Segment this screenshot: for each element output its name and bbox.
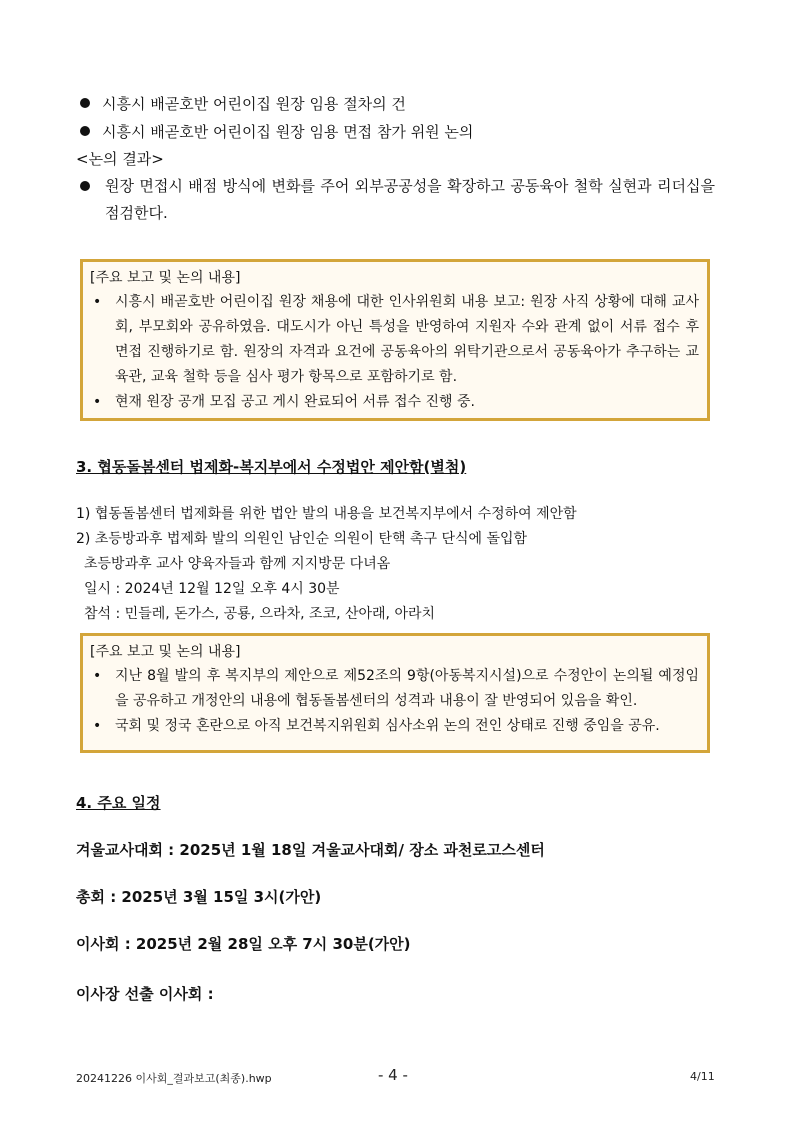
section-3-line: 1) 협동돌봄센터 법제화를 위한 법안 발의 내용을 보건복지부에서 수정하여 제안함 bbox=[76, 506, 577, 522]
box-title: [주요 보고 및 논의 내용] bbox=[90, 270, 241, 286]
box-list-item: • 국회 및 정국 혼란으로 아직 보건복지위원회 심사소위 논의 전인 상태로 진행 중임을 공유. bbox=[90, 714, 699, 739]
section-3-line: 참석 : 민들레, 돈가스, 공룡, 으라차, 조코, 산아래, 아라치 bbox=[84, 606, 436, 622]
report-box-1 bbox=[80, 259, 710, 421]
box-list bbox=[90, 664, 699, 739]
section-3-line: 일시 : 2024년 12월 12일 오후 4시 30분 bbox=[84, 581, 340, 597]
discussion-result-label: <논의 결과> bbox=[76, 150, 164, 168]
discussion-result-item: 원장 면접시 배점 방식에 변화를 주어 외부공공성을 확장하고 공동육아 철학 실현과 리더십을 점검한다. bbox=[80, 173, 715, 227]
section-4-heading: 4. 주요 일정 bbox=[76, 794, 161, 812]
box-list-item: • 현재 원장 공개 모집 공고 게시 완료되어 서류 접수 진행 중. bbox=[90, 390, 699, 415]
footer-page-count: 4/11 bbox=[690, 1070, 715, 1083]
section-3-line: 초등방과후 교사 양육자들과 함께 지지방문 다녀옴 bbox=[84, 556, 391, 572]
schedule-item: 겨울교사대회 : 2025년 1월 18일 겨울교사대회/ 장소 과천로고스센터 bbox=[76, 841, 545, 859]
bullet-icon bbox=[80, 181, 90, 191]
bullet-icon bbox=[80, 98, 90, 108]
schedule-item: 이사장 선출 이사회 : bbox=[76, 985, 214, 1003]
agenda-item: 시흥시 배곧호반 어린이집 원장 임용 면접 참가 위원 논의 bbox=[80, 120, 473, 144]
agenda-item: 시흥시 배곧호반 어린이집 원장 임용 절차의 건 bbox=[80, 92, 406, 116]
section-3-line: 2) 초등방과후 법제화 발의 의원인 남인순 의원이 탄핵 촉구 단식에 돌입함 bbox=[76, 531, 528, 547]
schedule-item: 이사회 : 2025년 2월 28일 오후 7시 30분(가안) bbox=[76, 935, 411, 953]
report-box-2 bbox=[80, 633, 710, 753]
box-list bbox=[90, 290, 699, 415]
footer-filename: 20241226 이사회_결과보고(최종).hwp bbox=[76, 1072, 272, 1085]
box-list-item: • 지난 8월 발의 후 복지부의 제안으로 제52조의 9항(아동복지시설)으로 수정안이 논의될 예정임을 공유하고 개정안의 내용에 협동돌봄센터의 성격과 내용이 잘 반영되어 있음을 확인. bbox=[90, 664, 699, 714]
section-3-heading: 3. 협동돌봄센터 법제화-복지부에서 수정법안 제안함(별첨) bbox=[76, 458, 467, 476]
schedule-item: 총회 : 2025년 3월 15일 3시(가안) bbox=[76, 888, 322, 906]
box-title: [주요 보고 및 논의 내용] bbox=[90, 644, 241, 660]
footer-page-number: - 4 - bbox=[378, 1066, 408, 1084]
bullet-icon bbox=[80, 126, 90, 136]
box-list-item: • 시흥시 배곧호반 어린이집 원장 채용에 대한 인사위원회 내용 보고: 원장 사직 상황에 대해 교사회, 부모회와 공유하였음. 대도시가 아닌 특성을 반영하여 지원자 수와 관계 없이 서류 접수 후 면접 진행하기로 함. 원장의 자격과 요건에 공동육아의 위탁기관으로서 공동육아가 추구하는 교육관, 교육 철학 등을 심사 평가 항목으로 포함하기로 함. bbox=[90, 290, 699, 390]
